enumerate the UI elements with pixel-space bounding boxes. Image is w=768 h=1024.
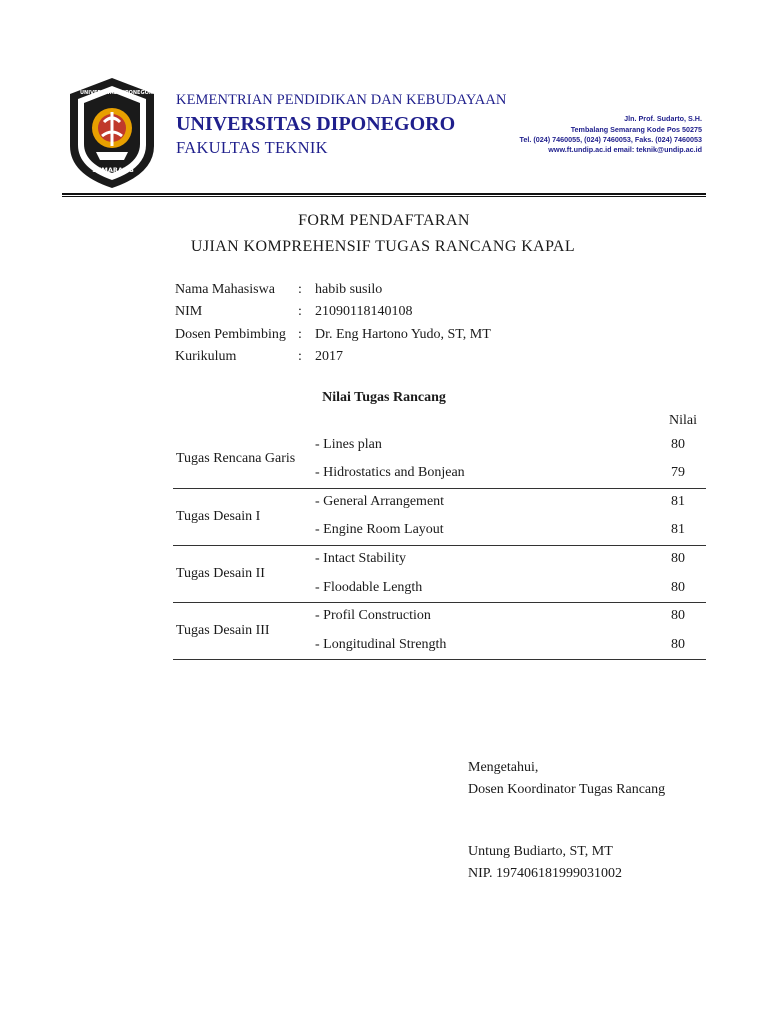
field-label-name: Nama Mahasiswa <box>175 282 275 297</box>
field-value-curriculum: 2017 <box>315 349 343 364</box>
grade-item-label: - Hidrostatics and Bonjean <box>315 465 465 480</box>
field-colon: : <box>298 304 302 319</box>
header-divider <box>62 193 706 195</box>
address-phone: Tel. (024) 7460055, (024) 7460053, Faks. (024) 7460053 <box>519 135 702 144</box>
signature-role: Dosen Koordinator Tugas Rancang <box>468 782 666 797</box>
grade-item-label: - Profil Construction <box>315 608 431 623</box>
signature-nip: NIP. 197406181999031002 <box>468 866 623 881</box>
table-divider <box>173 659 706 660</box>
grade-item-score: 79 <box>671 465 685 480</box>
grade-item-score: 80 <box>671 551 685 566</box>
faculty-name: FAKULTAS TEKNIK <box>176 138 328 157</box>
address-city: Tembalang Semarang Kode Pos 50275 <box>570 125 702 134</box>
grade-item-label: - General Arrangement <box>315 494 445 509</box>
grade-item-score: 80 <box>671 437 685 452</box>
grade-group-name: Tugas Rencana Garis <box>176 451 296 466</box>
grade-item-label: - Floodable Length <box>315 580 423 595</box>
university-name: UNIVERSITAS DIPONEGORO <box>176 113 456 135</box>
field-label-curriculum: Kurikulum <box>175 349 237 364</box>
field-colon: : <box>298 282 302 297</box>
grade-item-label: - Intact Stability <box>315 551 406 566</box>
grade-item-score: 81 <box>671 494 685 509</box>
form-subtitle: UJIAN KOMPREHENSIF TUGAS RANCANG KAPAL <box>190 238 576 255</box>
grade-item-label: - Longitudinal Strength <box>315 637 447 652</box>
grade-item-score: 80 <box>671 580 685 595</box>
grade-group-name: Tugas Desain II <box>176 566 265 581</box>
field-colon: : <box>298 349 302 364</box>
grade-item-score: 81 <box>671 522 685 537</box>
table-divider <box>173 488 706 489</box>
ministry-name: KEMENTRIAN PENDIDIKAN DAN KEBUDAYAAN <box>176 92 507 108</box>
address-street: Jln. Prof. Sudarto, S.H. <box>624 114 702 123</box>
grades-section-title: Nilai Tugas Rancang <box>322 390 446 405</box>
grade-item-score: 80 <box>671 637 685 652</box>
signature-name: Untung Budiarto, ST, MT <box>468 844 613 859</box>
field-value-advisor: Dr. Eng Hartono Yudo, ST, MT <box>315 327 491 342</box>
signature-acknowledged: Mengetahui, <box>468 760 539 775</box>
logo-text-top: UNIVERSITAS DIPONEGORO <box>80 90 157 96</box>
table-divider <box>173 602 706 603</box>
address-web: www.ft.undip.ac.id email: teknik@undip.ac.id <box>548 145 702 154</box>
grade-item-label: - Engine Room Layout <box>315 522 444 537</box>
grade-item-label: - Lines plan <box>315 437 382 452</box>
field-label-nim: NIM <box>175 304 203 319</box>
form-title: FORM PENDAFTARAN <box>298 212 470 229</box>
field-label-advisor: Dosen Pembimbing <box>175 327 286 342</box>
logo-text-bottom: SEMARANG <box>92 166 134 174</box>
field-colon: : <box>298 327 302 342</box>
grade-item-score: 80 <box>671 608 685 623</box>
table-divider <box>173 545 706 546</box>
field-value-nim: 21090118140108 <box>315 304 413 319</box>
header-divider-thin <box>62 196 706 197</box>
grade-group-name: Tugas Desain III <box>176 623 270 638</box>
grades-column-header: Nilai <box>669 413 697 428</box>
grade-group-name: Tugas Desain I <box>176 509 261 524</box>
field-value-name: habib susilo <box>315 282 383 297</box>
